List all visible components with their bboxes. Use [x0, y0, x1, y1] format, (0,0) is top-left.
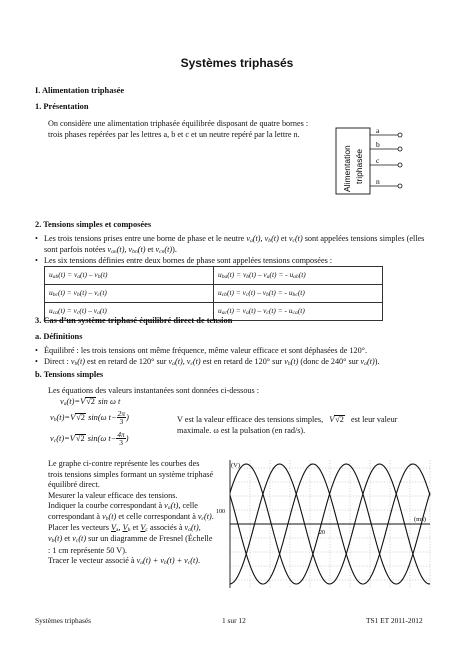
three-phase-chart: [216, 458, 434, 592]
box-label-1: Alimentation: [342, 145, 352, 192]
graph-instructions: [48, 459, 214, 567]
bullet-composed-voltages: • Les six tensions définies entre deux bornes de phase sont appelées tensions composées :: [35, 256, 333, 265]
x-axis-label: (ms): [414, 516, 426, 523]
bullet1-text-b: sont appelées tensions simples (elles sont parfois notées: [44, 234, 425, 255]
table-cell: uac(t) = va(t) – vc(t) = - uca(t): [214, 303, 383, 321]
graph-text-measure: Mesurer la valeur efficace des tensions.: [48, 490, 178, 500]
y-tick-label: 100: [216, 509, 225, 515]
footer-left: Systèmes triphasés: [35, 616, 92, 625]
terminal-c-dot: [398, 163, 402, 167]
graph-text-intro: Le graphe ci-contre représente les courbes des trois tensions simples formant un système triphasé équilibré direct.: [48, 459, 214, 489]
equation-note: V est la valeur efficace des tensions simples, V√2 est leur valeur maximale. ω est la pulsation (en rad/s).: [177, 415, 398, 435]
page-title: Systèmes triphasés: [180, 56, 294, 70]
subsection-presentation: 1. Présentation: [35, 102, 89, 111]
bullet1-text-c: ).: [172, 245, 177, 255]
presentation-paragraph: On considère une alimentation triphasée équilibrée disposant de quatre bornes : trois phases repérées par les lettres a, b et c et un neutre repéré par la lettre n.: [48, 119, 309, 139]
terminal-c-label: c: [376, 156, 380, 165]
graph-text-fresnel: Placer les vecteurs Va, Vb et Vc associés à va(t), vb(t) et vc(t) sur un diagramme de Fresnel (Échelle : 1 cm représente 50 V).: [48, 523, 213, 555]
bullet1-text-a: Les trois tensions prises entre une borne de phase et le neutre: [44, 234, 247, 243]
definition-balanced: • Équilibré : les trois tensions ont même fréquence, même valeur efficace et sont déphasées de 120°.: [35, 346, 368, 355]
subsection-simple-voltages: b. Tensions simples: [35, 370, 104, 379]
table-cell: uba(t) = vb(t) – va(t) = - uab(t): [214, 267, 383, 285]
section-heading-1: I. Alimentation triphasée: [35, 86, 125, 95]
composed-voltages-table: [44, 266, 383, 321]
table-cell: uab(t) = va(t) – vb(t): [45, 267, 214, 285]
terminal-a-dot: [398, 133, 402, 137]
x-tick-label: 20: [319, 530, 325, 536]
section-heading-3: 3. Cas d’un système triphasé équilibré direct de tension: [35, 316, 233, 325]
table-row: [45, 285, 383, 303]
table-cell: ucb(t) = vc(t) – vb(t) = - ubc(t): [214, 285, 383, 303]
footer-page-number: 1 sur 12: [222, 616, 246, 625]
def1-text: Équilibré : les trois tensions ont même fréquence, même valeur efficace et sont déphasées de 120°.: [44, 346, 368, 355]
equation-vb: vb(t)=V√2 sin(ω t− $\frac{2\pi}{3}$ ): [50, 409, 129, 427]
terminal-b-dot: [398, 147, 402, 151]
triphase-supply-diagram: [335, 126, 415, 198]
equation-va: va(t)=V√2 sin ω t: [60, 397, 121, 407]
table-cell: uca(t) = vc(t) – va(t): [45, 303, 214, 321]
supply-lines: [370, 133, 402, 188]
terminal-a-label: a: [376, 126, 380, 135]
footer-right: TS1 ET 2011-2012: [366, 616, 423, 625]
table-cell: ubc(t) = vb(t) – vc(t): [45, 285, 214, 303]
definition-direct: • Direct : vb(t) est en retard de 120° sur va(t), vc(t) est en retard de 120° sur vb(t) (donc de 240° sur va(t)).: [35, 357, 380, 367]
equations-intro: Les équations des valeurs instantanées sont données ci-dessous :: [48, 386, 260, 395]
graph-text-sum: Tracer le vecteur associé à va(t) + vb(t) + vc(t).: [48, 556, 201, 567]
y-axis-label: (V): [231, 462, 241, 469]
section-heading-2: 2. Tensions simples et composées: [35, 220, 152, 229]
table-row: [45, 267, 383, 285]
box-label-2: triphasée: [354, 149, 364, 184]
equation-vc: vc(t)=V√2 sin(ω t− $\frac{4\pi}{3}$ ): [50, 430, 129, 448]
bullet-simple-voltages: • Les trois tensions prises entre une borne de phase et le neutre va(t), vb(t) et vc(t) sont appelées tensions simples (elles sont parfois notées van(t), vbn(t) et vcn(t)).: [35, 234, 425, 256]
bullet2-text: Les six tensions définies entre deux bornes de phase sont appelées tensions composées :: [44, 256, 333, 265]
terminal-n-label: n: [376, 177, 380, 186]
terminal-b-label: b: [376, 140, 380, 149]
terminal-n-dot: [398, 184, 402, 188]
graph-text-identify: Indiquer la courbe correspondant à va(t), celle correspondant à vb(t) et celle correspondant à vc(t).: [48, 501, 214, 523]
subsection-definitions: a. Définitions: [35, 332, 83, 341]
